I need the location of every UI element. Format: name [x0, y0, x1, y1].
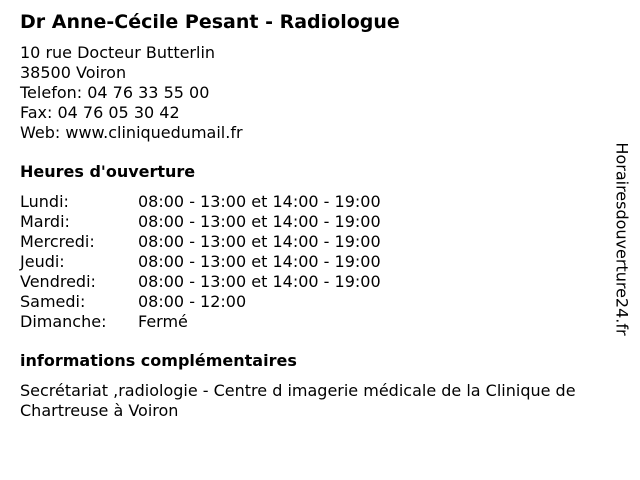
- hours-row-monday: [20, 192, 620, 212]
- day-hours: 08:00 - 13:00 et 14:00 - 19:00: [138, 212, 381, 231]
- hours-row-friday: [20, 272, 620, 292]
- address-block: [20, 43, 620, 143]
- hours-row-tuesday: [20, 212, 620, 232]
- website: Web: www.cliniquedumail.fr: [20, 123, 243, 142]
- day-label: Vendredi:: [20, 272, 96, 291]
- phone-number: Telefon: 04 76 33 55 00: [20, 83, 210, 102]
- day-label: Jeudi:: [20, 252, 65, 271]
- day-hours: 08:00 - 12:00: [138, 292, 247, 311]
- hours-row-wednesday: [20, 232, 620, 252]
- fax-number: Fax: 04 76 05 30 42: [20, 103, 180, 122]
- hours-row-sunday: [20, 312, 620, 332]
- day-label: Lundi:: [20, 192, 69, 211]
- day-hours: 08:00 - 13:00 et 14:00 - 19:00: [138, 192, 381, 211]
- hours-row-saturday: [20, 292, 620, 312]
- day-hours: 08:00 - 13:00 et 14:00 - 19:00: [138, 272, 381, 291]
- day-hours: 08:00 - 13:00 et 14:00 - 19:00: [138, 252, 381, 271]
- site-watermark-text: Horairesdouverture24.fr: [613, 142, 633, 336]
- day-label: Mercredi:: [20, 232, 95, 251]
- page-title: Dr Anne-Cécile Pesant - Radiologue: [20, 11, 400, 33]
- site-watermark: [612, 135, 632, 343]
- day-label: Mardi:: [20, 212, 70, 231]
- day-label: Samedi:: [20, 292, 86, 311]
- day-label: Dimanche:: [20, 312, 107, 331]
- listing-card: [20, 10, 620, 421]
- day-hours: 08:00 - 13:00 et 14:00 - 19:00: [138, 232, 381, 251]
- hours-row-thursday: [20, 252, 620, 272]
- additional-info-text: Secrétariat ,radiologie - Centre d imagerie médicale de la Clinique de Chartreuse à Voiron: [20, 381, 576, 420]
- day-hours: Fermé: [138, 312, 188, 331]
- street-address: 10 rue Docteur Butterlin: [20, 43, 216, 62]
- city-postcode: 38500 Voiron: [20, 63, 127, 82]
- opening-hours-heading: Heures d'ouverture: [20, 162, 196, 181]
- opening-hours-table: [20, 192, 620, 332]
- additional-info-heading: informations complémentaires: [20, 351, 297, 370]
